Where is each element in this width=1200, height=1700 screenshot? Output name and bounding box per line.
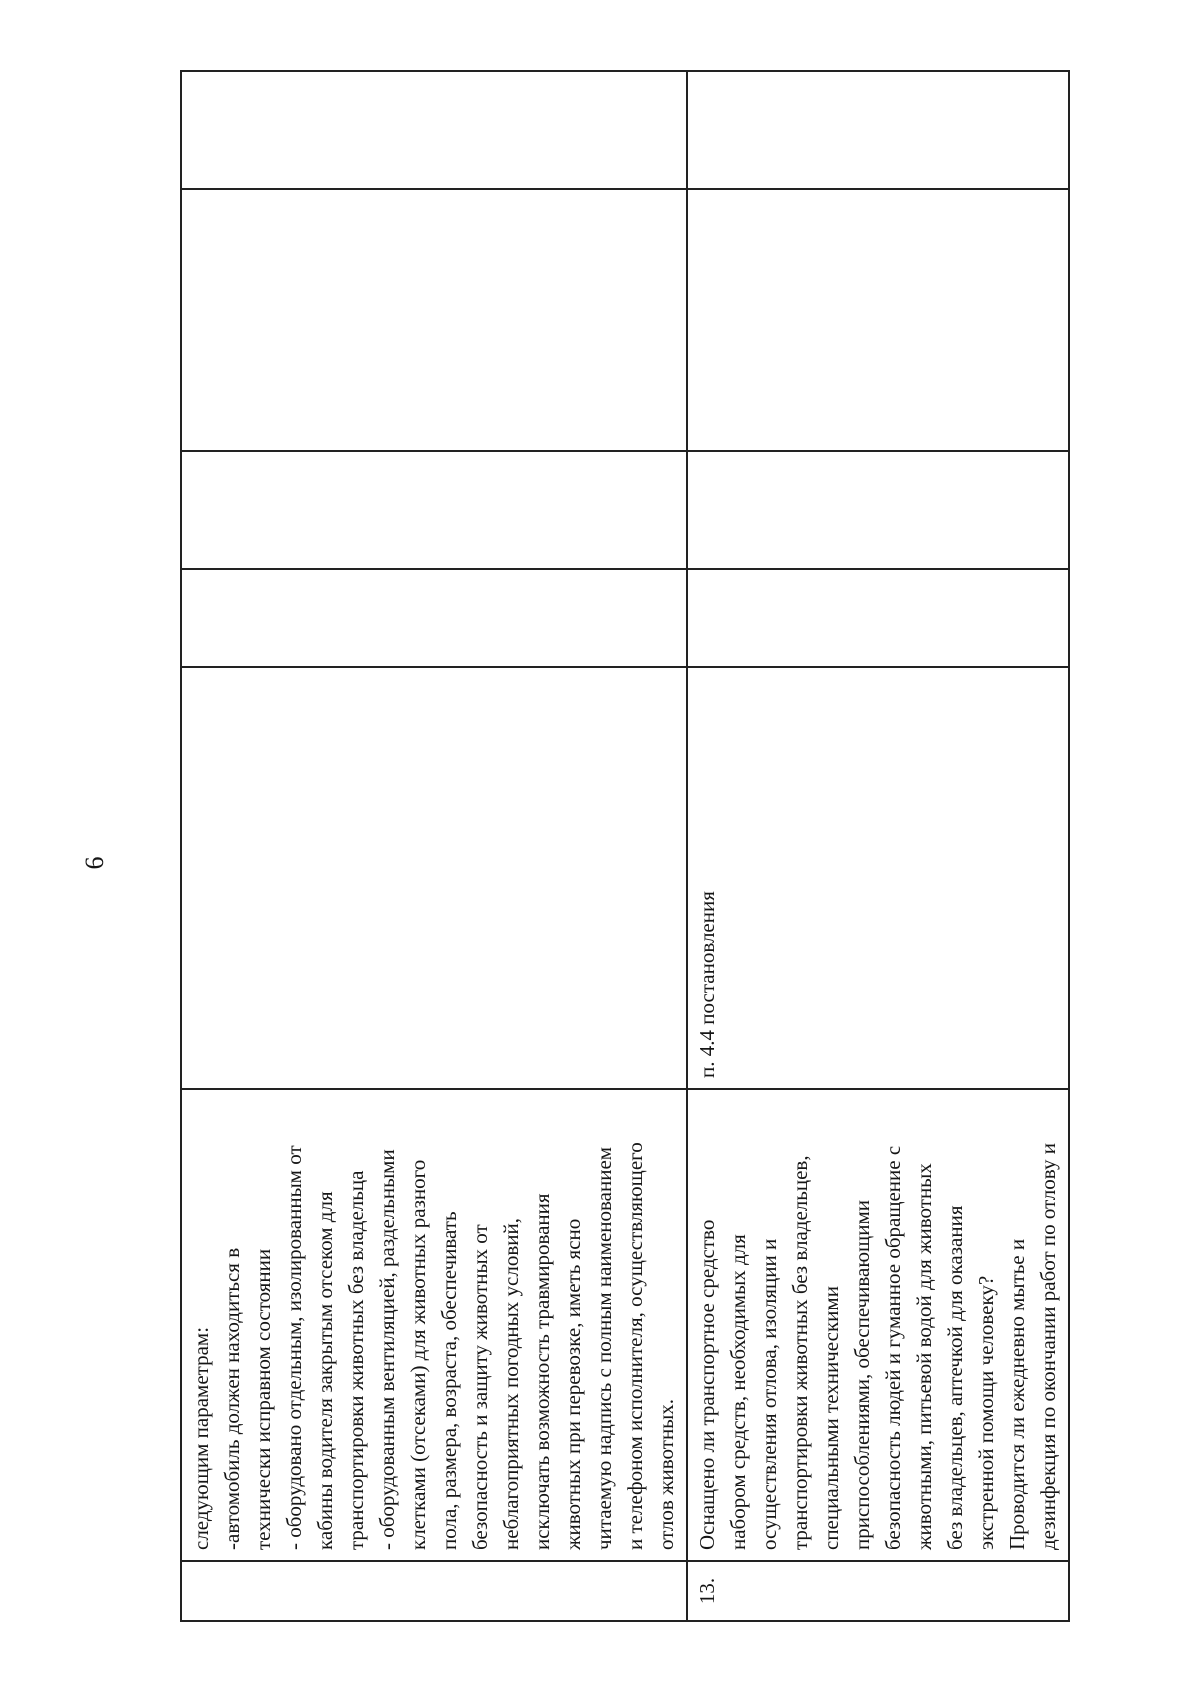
row-number: 13. — [687, 1561, 1069, 1621]
question-line: приспособлениями, обеспечивающими — [850, 1200, 874, 1550]
question-line: Оснащено ли транспортное средство — [695, 1219, 719, 1550]
question-line: набором средств, необходимых для — [726, 1234, 750, 1550]
question-line: без владельцев, аптечкой для оказания — [943, 1205, 967, 1550]
question-line: клетками (отсеками) для животных разного — [406, 1159, 430, 1550]
table-row — [687, 71, 1069, 1621]
question-line: безопасность людей и гуманное обращение с — [881, 1145, 905, 1550]
question-line: и телефоном исполнителя, осуществляющего — [623, 1142, 647, 1550]
question-line: пола, размера, возраста, обеспечивать — [437, 1211, 461, 1550]
question-line: отлов животных. — [654, 1398, 678, 1550]
question-cell — [181, 1089, 687, 1561]
question-line: -автомобиль должен находиться в — [220, 1247, 244, 1550]
reference-cell: п. 4.4 постановления — [687, 667, 1069, 1089]
page-number: 6 — [80, 856, 109, 870]
question-line: дезинфекция по окончании работ по отлову и — [1036, 1143, 1060, 1550]
question-line: безопасность и защиту животных от — [468, 1224, 492, 1550]
question-line: транспортировки животных без владельца — [344, 1170, 368, 1550]
notes-cell — [687, 71, 1069, 189]
question-line: экстренной помощи человеку? — [974, 1275, 998, 1550]
question-line: осуществления отлова, изоляции и — [757, 1238, 781, 1550]
answer-na-cell — [687, 189, 1069, 451]
reference-cell — [181, 667, 687, 1089]
question-line: читаемую надпись с полным наименованием — [592, 1146, 616, 1550]
question-line: неблагоприятных погодных условий, — [499, 1218, 523, 1550]
checklist-table-rotated — [180, 72, 1060, 1622]
notes-cell — [181, 71, 687, 189]
checklist-table — [180, 70, 1070, 1622]
answer-yes-cell — [687, 569, 1069, 667]
question-line: исключать возможность травмирования — [530, 1193, 554, 1550]
question-line: животными, питьевой водой для животных — [912, 1163, 936, 1550]
question-line: специальными техническими — [819, 1286, 843, 1550]
answer-no-cell — [181, 451, 687, 569]
question-line: технически исправном состоянии — [251, 1248, 275, 1550]
question-line: следующим параметрам: — [189, 1326, 213, 1550]
question-line: животных при перевозке, иметь ясно — [561, 1218, 585, 1550]
question-line: - оборудованным вентиляцией, раздельными — [375, 1149, 399, 1550]
question-line: транспортировки животных без владельцев, — [788, 1155, 812, 1550]
question-line: кабины водителя закрытым отсеком для — [313, 1191, 337, 1550]
row-number — [181, 1561, 687, 1621]
table-row — [181, 71, 687, 1621]
question-cell — [687, 1089, 1069, 1561]
question-line: Проводится ли ежедневно мытье и — [1005, 1238, 1029, 1550]
answer-no-cell — [687, 451, 1069, 569]
answer-na-cell — [181, 189, 687, 451]
question-line: - оборудовано отдельным, изолированным от — [282, 1145, 306, 1550]
answer-yes-cell — [181, 569, 687, 667]
